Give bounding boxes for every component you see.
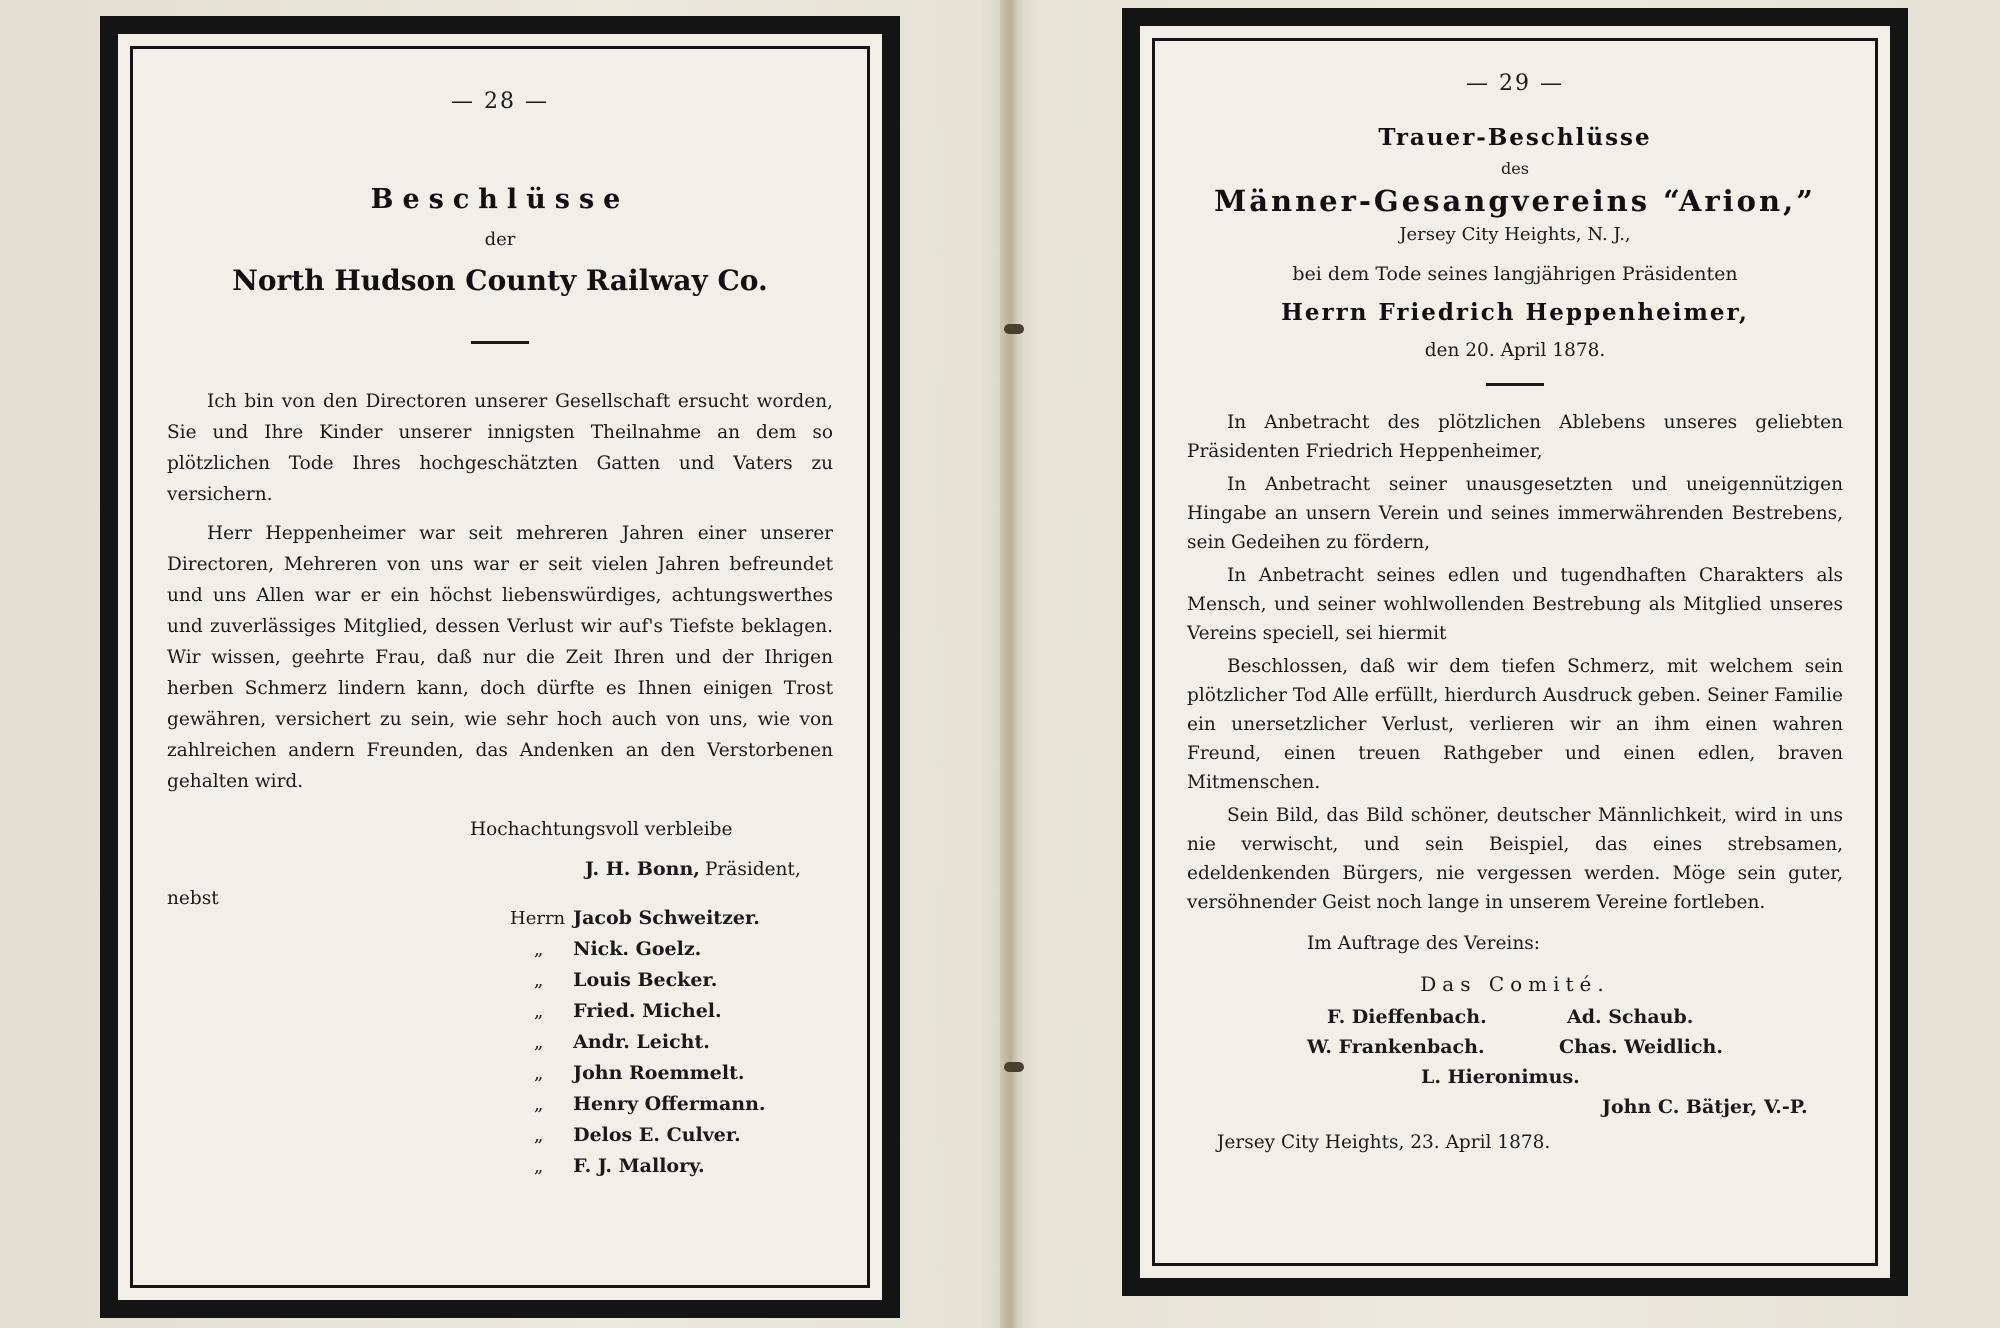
resolution-paragraph: In Anbetracht seines edlen und tugendhaften Charakters als Mensch, und seiner wohlwollenden Bestrebung als Mitglied unseres Vereins speciell, sei hiermit bbox=[1187, 565, 1843, 644]
binding-stitch bbox=[1004, 324, 1024, 334]
person-name: Herrn Friedrich Heppenheimer, bbox=[1281, 299, 1749, 326]
committee-signature: L. Hieronimus. bbox=[1421, 1066, 1580, 1088]
binding-stitch bbox=[1004, 1062, 1024, 1072]
divider-rule bbox=[1486, 383, 1544, 386]
member-row bbox=[510, 969, 855, 1000]
company-name: North Hudson County Railway Co. bbox=[232, 264, 768, 297]
member-name: Fried. Michel. bbox=[573, 1000, 722, 1022]
committee-signatures bbox=[1167, 1006, 1863, 1126]
member-list bbox=[510, 907, 855, 1186]
member-name: Delos E. Culver. bbox=[573, 1124, 741, 1146]
member-row bbox=[510, 1124, 855, 1155]
book-gutter bbox=[1000, 0, 1026, 1328]
committee-signature: John C. Bätjer, V.-P. bbox=[1602, 1096, 1808, 1118]
commission-line: Im Auftrage des Vereins: bbox=[1307, 933, 1540, 954]
ditto-mark: „ bbox=[534, 1032, 544, 1053]
left-heading: Beschlüsse bbox=[370, 184, 630, 215]
resolution-body bbox=[1187, 408, 1843, 917]
nebst-label: nebst bbox=[167, 888, 219, 909]
resolution-paragraph: In Anbetracht seiner unausgesetzten und uneigennützigen Hingabe an unsern Verein und seines immerwährenden Bestrebens, sein Gedeihen zu fördern, bbox=[1187, 474, 1843, 553]
member-row bbox=[510, 1062, 855, 1093]
resolution-paragraph: Sein Bild, das Bild schöner, deutscher Männlichkeit, wird in uns nie verwischt, und sein Beispiel, das eines strebsamen, edeldenkenden Bürgers, nie vergessen werden. Möge sein guter, versöhnender Geist noch lange in unserem Vereine fortleben. bbox=[1187, 805, 1843, 913]
president-title: Präsident, bbox=[705, 859, 801, 880]
ditto-mark: „ bbox=[534, 1156, 544, 1177]
member-name: Jacob Schweitzer. bbox=[573, 907, 760, 929]
occasion-line: bei dem Tode seines langjährigen Präsidenten bbox=[1292, 263, 1738, 285]
member-row bbox=[510, 938, 855, 969]
left-subheading: der bbox=[484, 229, 516, 250]
member-name: F. J. Mallory. bbox=[573, 1155, 705, 1177]
letter-paragraph: Herr Heppenheimer war seit mehreren Jahren einer unserer Directoren, Mehreren von uns war er seit vielen Jahren befreundet und uns Allen war er ein höchst liebenswürdiges, achtungswerthes und zuverlässiges Mitglied, dessen Verlust wir auf's Tiefste beklagen. Wir wissen, geehrte Frau, daß nur die Zeit Ihren und der Ihrigen herben Schmerz lindern kann, doch dürfte es Ihnen einigen Trost gewähren, versichert zu sein, wie sehr hoch auch von uns, wie von zahlreichen andern Freunden, das Andenken an den Verstorbenen gehalten wird. bbox=[167, 523, 833, 792]
president-signature bbox=[585, 858, 855, 880]
member-row bbox=[510, 1155, 855, 1186]
right-page-content bbox=[1167, 53, 1863, 1251]
committee-signature: Ad. Schaub. bbox=[1567, 1006, 1694, 1028]
ditto-mark: „ bbox=[534, 1125, 544, 1146]
ditto-mark: „ bbox=[534, 939, 544, 960]
right-page bbox=[1122, 8, 1908, 1296]
ditto-mark: „ bbox=[534, 1094, 544, 1115]
left-page-content bbox=[145, 61, 855, 1273]
member-row bbox=[510, 1093, 855, 1124]
member-name: Louis Becker. bbox=[573, 969, 718, 991]
closing-line: Hochachtungsvoll verbleibe bbox=[470, 819, 733, 840]
page-number: — 28 — bbox=[451, 89, 549, 114]
society-name: Männer-Gesangvereins “Arion,” bbox=[1214, 184, 1816, 218]
president-name: J. H. Bonn, bbox=[585, 858, 700, 880]
member-name: Henry Offermann. bbox=[573, 1093, 766, 1115]
society-location: Jersey City Heights, N. J., bbox=[1399, 224, 1631, 245]
member-name: John Roemmelt. bbox=[573, 1062, 745, 1084]
left-page bbox=[100, 16, 900, 1318]
member-name: Andr. Leicht. bbox=[573, 1031, 710, 1053]
divider-rule bbox=[471, 341, 529, 344]
member-row bbox=[510, 1000, 855, 1031]
page-number: — 29 — bbox=[1466, 71, 1564, 96]
ditto-mark: „ bbox=[534, 1001, 544, 1022]
member-name: Nick. Goelz. bbox=[573, 938, 702, 960]
death-date: den 20. April 1878. bbox=[1424, 340, 1606, 361]
herrn-label: Herrn bbox=[510, 908, 566, 929]
letter-paragraph: Ich bin von den Directoren unserer Gesellschaft ersucht worden, Sie und Ihre Kinder unserer innigsten Theilnahme an dem so plötzlichen Tode Ihres hochgeschätzten Gatten und Vaters zu versichern. bbox=[167, 391, 833, 505]
des-label: des bbox=[1501, 159, 1529, 178]
committee-label: Das Comité. bbox=[1420, 972, 1610, 996]
ditto-mark: „ bbox=[534, 1063, 544, 1084]
resolution-paragraph: Beschlossen, daß wir dem tiefen Schmerz, mit welchem sein plötzlicher Tod Alle erfüllt, hierdurch Ausdruck geben. Seiner Familie ein unersetzlicher Verlust, verlieren wir an ihm einen wahren Freund, einen treuen Rathgeber und einen edlen, braven Mitmenschen. bbox=[1187, 656, 1843, 793]
ditto-mark: „ bbox=[534, 970, 544, 991]
member-row bbox=[510, 1031, 855, 1062]
resolution-paragraph: In Anbetracht des plötzlichen Ablebens unseres geliebten Präsidenten Friedrich Heppenheimer, bbox=[1187, 412, 1843, 462]
committee-signature: Chas. Weidlich. bbox=[1559, 1036, 1723, 1058]
left-letter-body bbox=[167, 386, 833, 797]
committee-signature: F. Dieffenbach. bbox=[1327, 1006, 1487, 1028]
right-heading: Trauer-Beschlüsse bbox=[1378, 124, 1652, 151]
member-row bbox=[510, 907, 855, 938]
committee-signature: W. Frankenbach. bbox=[1307, 1036, 1485, 1058]
place-date-line: Jersey City Heights, 23. April 1878. bbox=[1217, 1132, 1551, 1153]
